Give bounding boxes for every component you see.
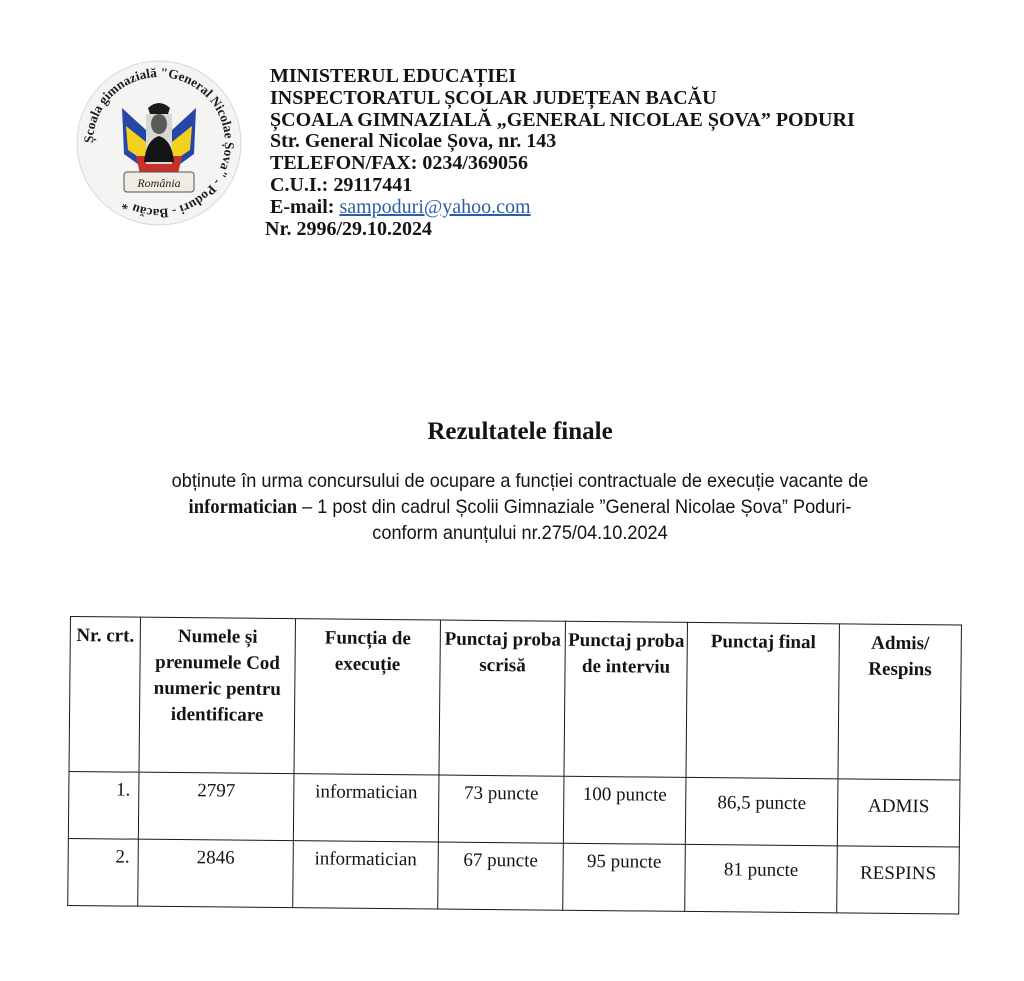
table-row — [68, 838, 960, 914]
cell-final-score: 86,5 puncte — [685, 777, 838, 845]
subtitle-position: informatician — [188, 496, 298, 518]
results-table — [67, 616, 962, 915]
header-written-score: Punctaj proba scrisă — [439, 620, 565, 776]
cell-function: informatician — [293, 841, 439, 909]
email-link[interactable]: sampoduri@yahoo.com — [339, 195, 531, 218]
cell-written-score: 67 puncte — [438, 842, 564, 910]
header-name: Numele și prenumele Cod numeric pentru identificare — [139, 617, 295, 773]
subtitle-line-3: conform anunțului nr.275/04.10.2024 — [372, 522, 668, 544]
cell-final-score: 81 puncte — [685, 844, 838, 912]
cell-result: ADMIS — [837, 779, 960, 847]
cell-nr: 1. — [68, 771, 139, 839]
ministry-name: MINISTERUL EDUCAȚIEI — [270, 65, 517, 87]
cell-written-score: 73 puncte — [438, 775, 564, 843]
cell-result: RESPINS — [837, 846, 960, 914]
header-interview-score: Punctaj proba de interviu — [564, 621, 687, 777]
subtitle-line-1: obținute în urma concursului de ocupare a funcției contractuale de execuție vacante de — [171, 470, 869, 492]
email-line — [270, 197, 990, 219]
cell-code: 2797 — [138, 772, 294, 840]
school-logo — [74, 58, 244, 228]
table-header-row — [69, 617, 961, 781]
cell-interview-score: 100 puncte — [563, 776, 686, 844]
document-subtitle — [122, 468, 918, 546]
header-result: Admis/ Respins — [838, 624, 961, 780]
school-address: Str. General Nicolae Șova, nr. 143 — [270, 130, 557, 153]
email-label: E-mail: — [270, 195, 335, 218]
inspectorate-name: INSPECTORATUL ȘCOLAR JUDEȚEAN BACĂU — [270, 86, 717, 109]
table-row — [68, 771, 960, 847]
school-phone: TELEFON/FAX: 0234/369056 — [270, 152, 528, 175]
cell-nr: 2. — [68, 838, 139, 906]
school-name: ȘCOALA GIMNAZIALĂ „GENERAL NICOLAE ȘOVA” PODURI — [270, 108, 855, 131]
cell-function: informatician — [293, 774, 439, 842]
logo-ring-text: Școala gimnazială "General Nicolae Șova" - Poduri - Bacău * — [80, 64, 238, 222]
logo-banner-text: România — [137, 176, 181, 190]
results-table-wrap — [67, 616, 962, 915]
header-final-score: Punctaj final — [686, 622, 839, 778]
cell-interview-score: 95 puncte — [563, 843, 686, 911]
letterhead — [265, 65, 990, 240]
document-title: Rezultatele finale — [427, 418, 613, 445]
cell-code: 2846 — [138, 839, 294, 907]
header-function: Funcția de execuție — [294, 619, 440, 775]
school-cui: C.U.I.: 29117441 — [270, 173, 413, 196]
subtitle-line-2: – 1 post din cadrul Școlii Gimnaziale ”General Nicolae Șova” Poduri- — [297, 496, 852, 518]
registration-number: Nr. 2996/29.10.2024 — [265, 217, 433, 240]
header-nr-crt: Nr. crt. — [69, 617, 140, 773]
